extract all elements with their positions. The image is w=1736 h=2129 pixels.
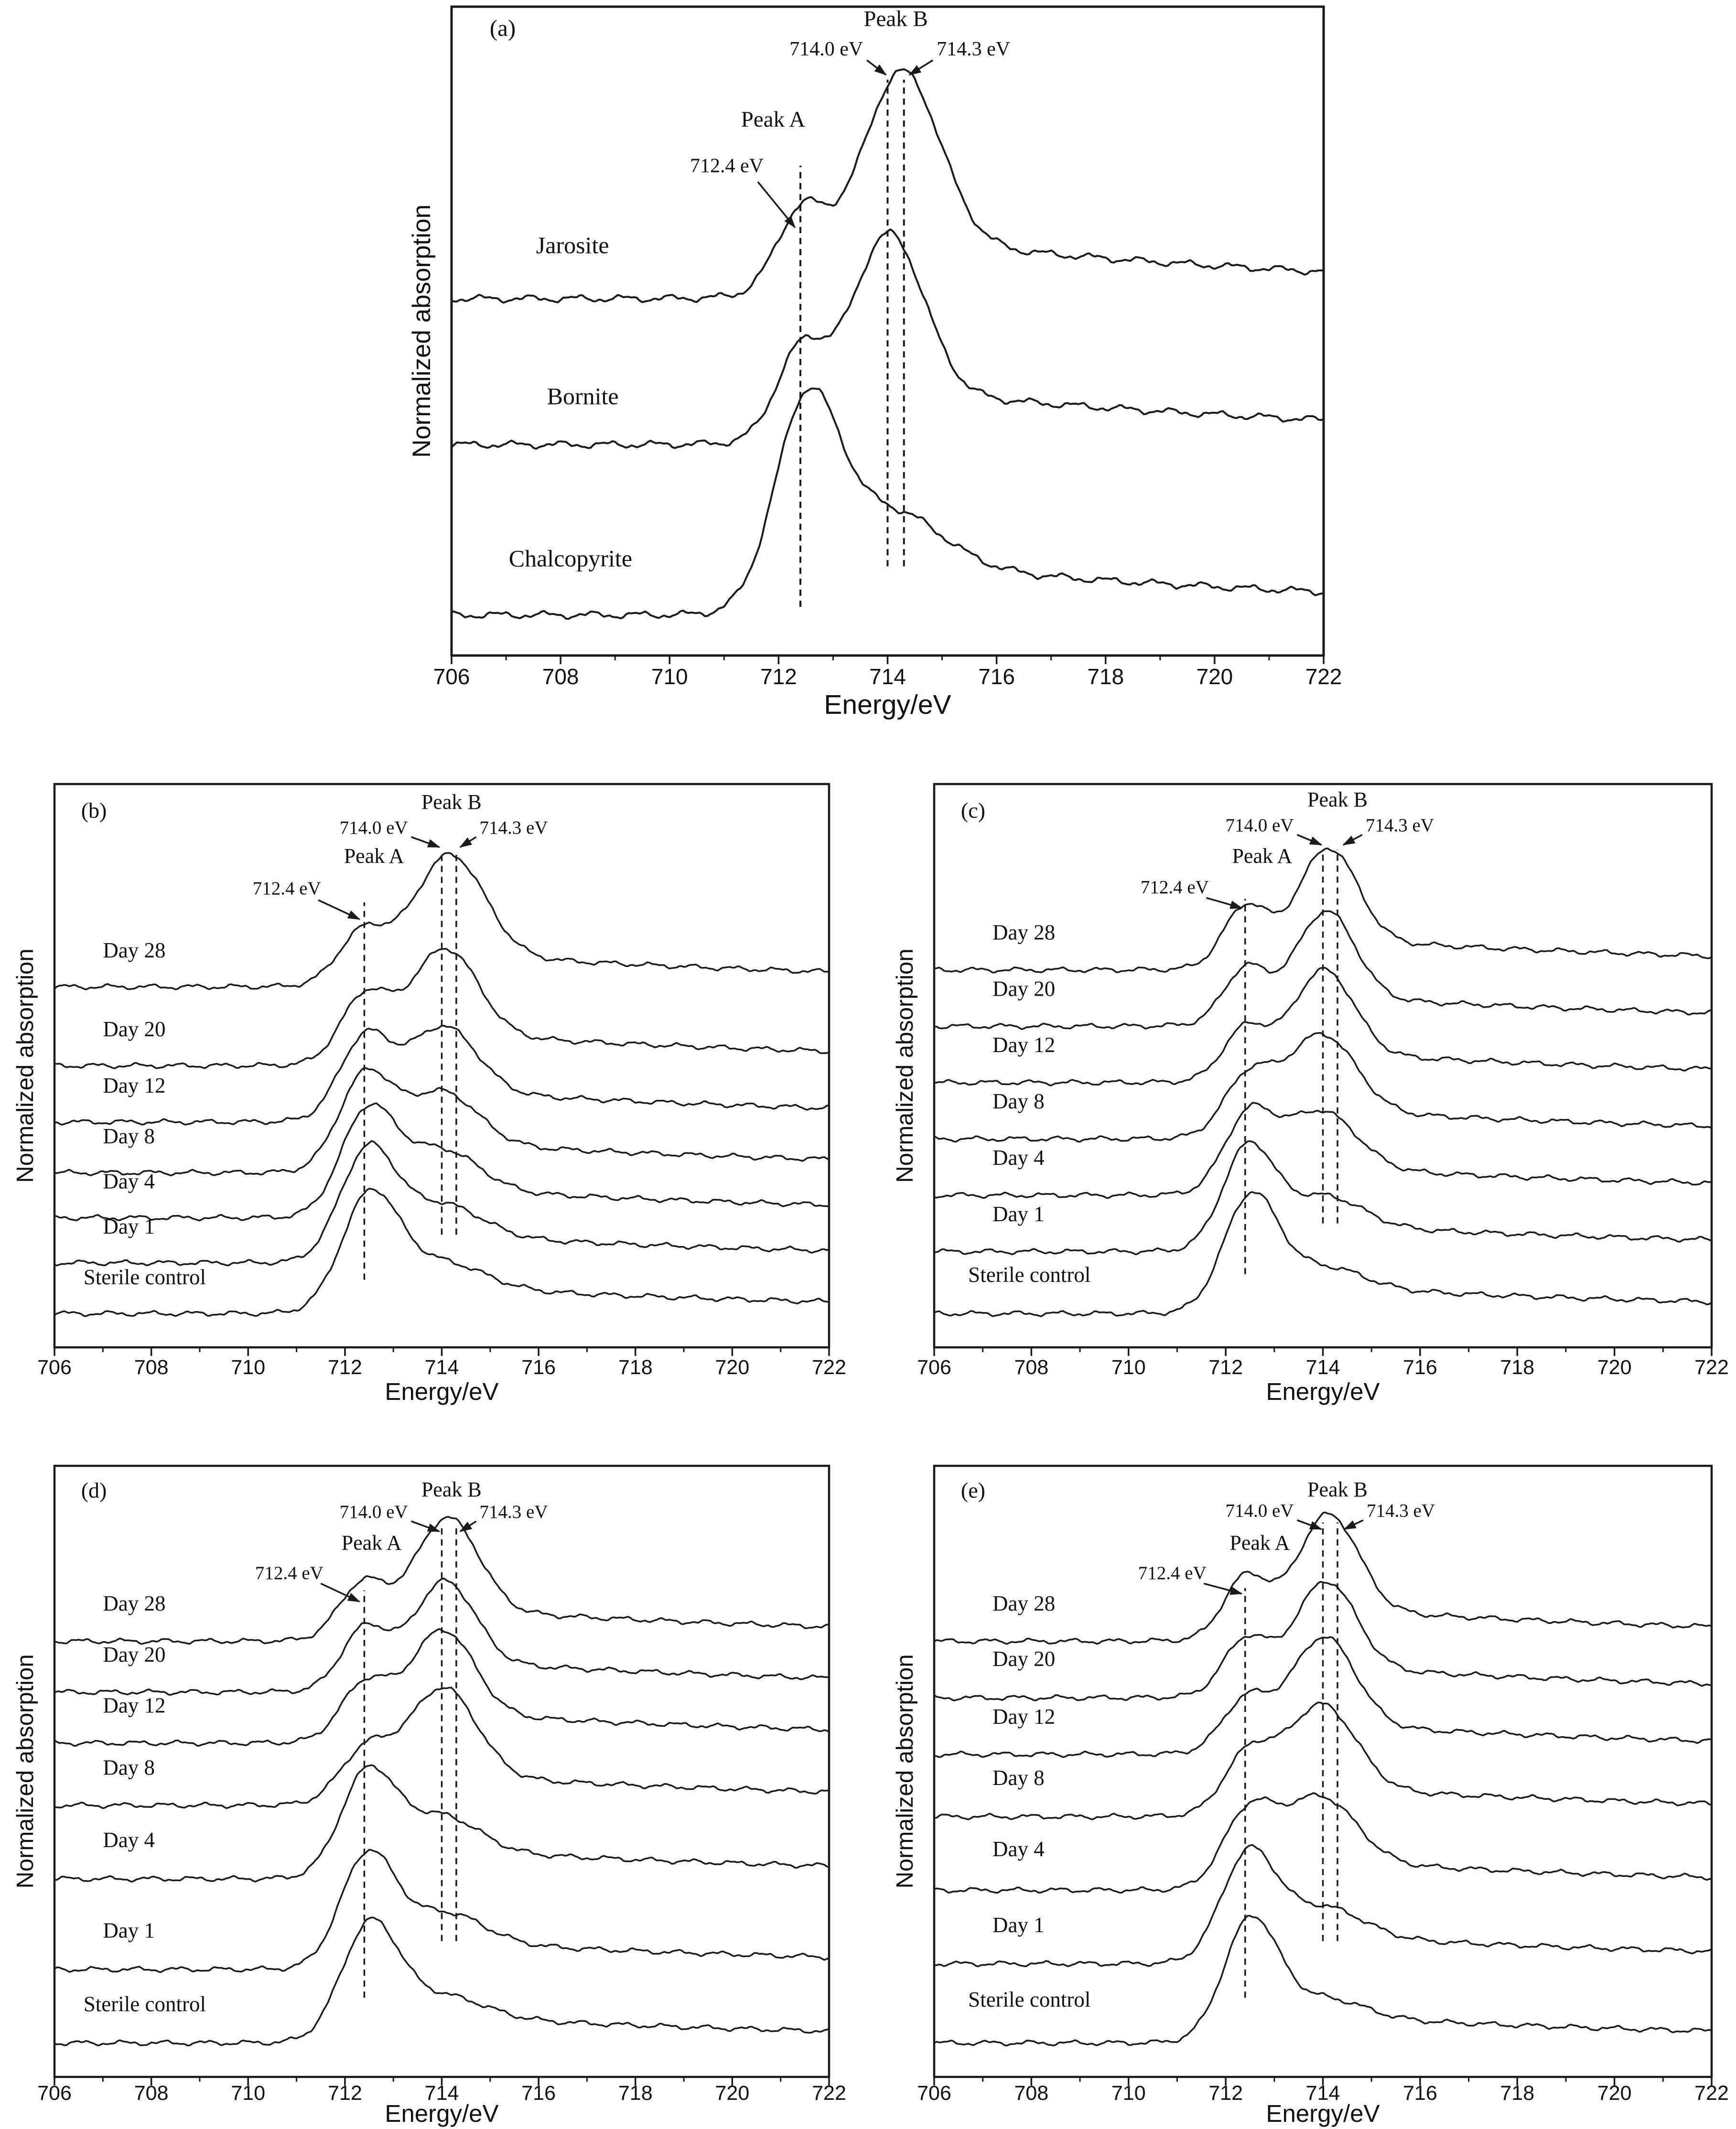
annotation-peak-a: Peak A bbox=[741, 107, 806, 132]
x-tick-label-718: 718 bbox=[1500, 1356, 1535, 1379]
series-label-day-8: Day 8 bbox=[103, 1755, 155, 1780]
x-tick-label-720: 720 bbox=[1597, 1356, 1632, 1379]
x-tick-label-712: 712 bbox=[1208, 2082, 1243, 2105]
series-label-day-8: Day 8 bbox=[992, 1765, 1045, 1790]
x-tick-label-714: 714 bbox=[424, 2082, 459, 2105]
series-label-sterile-control: Sterile control bbox=[968, 1263, 1091, 1287]
y-axis-label: Normalized absorption bbox=[892, 1654, 918, 1889]
x-tick-label-714: 714 bbox=[424, 1356, 459, 1379]
annotation-714.3-ev: 714.3 eV bbox=[937, 38, 1011, 60]
x-axis-label: Energy/eV bbox=[824, 689, 951, 720]
panel-label-a: (a) bbox=[489, 15, 516, 42]
annotation-peak-b: Peak B bbox=[421, 790, 482, 814]
y-axis-label: Normalized absorption bbox=[12, 1654, 38, 1889]
panel-label-c: (c) bbox=[960, 798, 985, 823]
annotation-714.3-ev: 714.3 eV bbox=[479, 817, 548, 838]
series-label-day-12: Day 12 bbox=[992, 1705, 1056, 1729]
annotation-arrow-712.4-ev bbox=[1204, 1583, 1241, 1593]
annotation-peak-a: Peak A bbox=[1232, 844, 1293, 868]
series-label-day-12: Day 12 bbox=[103, 1693, 166, 1718]
series-label-sterile-control: Sterile control bbox=[968, 1988, 1091, 2012]
annotation-arrow-714.0-ev bbox=[1297, 835, 1322, 845]
annotation-arrow-714.3-ev bbox=[1343, 835, 1362, 845]
x-tick-label-712: 712 bbox=[328, 2082, 362, 2105]
x-tick-label-722: 722 bbox=[812, 1356, 846, 1379]
x-tick-label-716: 716 bbox=[521, 1356, 556, 1379]
annotation-peak-b: Peak B bbox=[421, 1477, 482, 1501]
series-label-day-20: Day 20 bbox=[992, 1647, 1056, 1671]
annotation-714.3-ev: 714.3 eV bbox=[1367, 1500, 1435, 1521]
x-tick-label-708: 708 bbox=[1014, 2082, 1049, 2105]
x-tick-label-706: 706 bbox=[37, 1356, 72, 1379]
panel-label-b: (b) bbox=[81, 798, 107, 823]
series-label-day-28: Day 28 bbox=[992, 920, 1056, 945]
x-tick-label-716: 716 bbox=[978, 664, 1015, 689]
annotation-712.4-ev: 712.4 eV bbox=[252, 878, 321, 899]
y-axis-label: Normalized absorption bbox=[892, 948, 918, 1183]
annotation-714.0-ev: 714.0 eV bbox=[339, 817, 408, 838]
annotation-arrow-714.0-ev bbox=[411, 837, 440, 847]
annotation-714.3-ev: 714.3 eV bbox=[479, 1501, 548, 1522]
x-tick-label-710: 710 bbox=[1111, 1356, 1146, 1379]
annotation-arrow-712.4-ev bbox=[321, 1583, 359, 1602]
series-label-day-28: Day 28 bbox=[992, 1591, 1056, 1616]
series-label-day-28: Day 28 bbox=[103, 938, 166, 963]
series-line-day-1 bbox=[54, 1849, 829, 1972]
annotation-712.4-ev: 712.4 eV bbox=[1140, 877, 1209, 898]
x-tick-label-710: 710 bbox=[231, 1356, 266, 1379]
series-label-bornite: Bornite bbox=[547, 382, 619, 409]
series-label-sterile-control: Sterile control bbox=[83, 1265, 206, 1289]
annotation-peak-b: Peak B bbox=[863, 6, 928, 32]
x-tick-label-718: 718 bbox=[1087, 664, 1124, 689]
x-axis-label: Energy/eV bbox=[385, 2100, 499, 2127]
x-tick-label-718: 718 bbox=[1500, 2082, 1535, 2105]
x-tick-label-714: 714 bbox=[869, 664, 906, 689]
annotation-714.0-ev: 714.0 eV bbox=[1225, 815, 1294, 836]
annotation-peak-a: Peak A bbox=[344, 844, 404, 868]
series-label-day-20: Day 20 bbox=[103, 1642, 166, 1667]
annotation-arrow-714.3-ev bbox=[1344, 1520, 1363, 1529]
series-line-day-28 bbox=[54, 1517, 829, 1644]
series-label-jarosite: Jarosite bbox=[536, 232, 609, 259]
series-label-day-12: Day 12 bbox=[992, 1033, 1056, 1057]
panel-label-e: (e) bbox=[960, 1478, 985, 1503]
panel-label-d: (d) bbox=[81, 1478, 107, 1503]
x-axis-label: Energy/eV bbox=[1266, 2100, 1380, 2127]
series-label-day-12: Day 12 bbox=[103, 1074, 166, 1098]
annotation-714.0-ev: 714.0 eV bbox=[1225, 1500, 1294, 1521]
x-tick-label-720: 720 bbox=[1196, 664, 1233, 689]
panel-c-chart bbox=[878, 774, 1736, 1424]
series-label-chalcopyrite: Chalcopyrite bbox=[508, 545, 633, 572]
x-tick-label-722: 722 bbox=[812, 2082, 846, 2105]
x-tick-label-708: 708 bbox=[134, 1356, 169, 1379]
series-label-day-20: Day 20 bbox=[992, 977, 1056, 1001]
annotation-peak-a: Peak A bbox=[341, 1531, 402, 1555]
series-label-day-1: Day 1 bbox=[992, 1202, 1045, 1226]
x-tick-label-716: 716 bbox=[521, 2082, 556, 2105]
series-label-day-4: Day 4 bbox=[103, 1169, 155, 1194]
annotation-peak-b: Peak B bbox=[1307, 788, 1368, 812]
series-label-day-1: Day 1 bbox=[103, 1214, 155, 1238]
series-label-day-4: Day 4 bbox=[992, 1837, 1045, 1861]
annotation-peak-a: Peak A bbox=[1229, 1531, 1290, 1555]
x-tick-label-716: 716 bbox=[1403, 2082, 1437, 2105]
annotation-712.4-ev: 712.4 eV bbox=[255, 1562, 323, 1583]
annotation-arrow-712.4-ev bbox=[318, 900, 359, 919]
series-line-day-1 bbox=[54, 1141, 829, 1266]
panel-e-chart bbox=[878, 1456, 1736, 2129]
series-label-day-4: Day 4 bbox=[103, 1828, 155, 1852]
x-tick-label-712: 712 bbox=[1208, 1356, 1243, 1379]
annotation-714.0-ev: 714.0 eV bbox=[789, 38, 863, 60]
annotation-arrow-714.3-ev bbox=[909, 60, 933, 75]
x-tick-label-720: 720 bbox=[715, 1356, 750, 1379]
x-tick-label-710: 710 bbox=[651, 664, 688, 689]
y-axis-label: Normalized absorption bbox=[408, 204, 436, 458]
annotation-714.3-ev: 714.3 eV bbox=[1365, 815, 1434, 836]
annotation-712.4-ev: 712.4 eV bbox=[690, 155, 764, 177]
x-tick-label-722: 722 bbox=[1305, 664, 1342, 689]
x-tick-label-712: 712 bbox=[328, 1356, 362, 1379]
x-tick-label-720: 720 bbox=[1597, 2082, 1632, 2105]
annotation-arrow-712.4-ev bbox=[758, 182, 795, 227]
x-tick-label-714: 714 bbox=[1305, 2082, 1340, 2105]
series-label-day-1: Day 1 bbox=[103, 1918, 155, 1943]
x-tick-label-720: 720 bbox=[715, 2082, 750, 2105]
annotation-peak-b: Peak B bbox=[1307, 1477, 1368, 1501]
series-label-day-4: Day 4 bbox=[992, 1146, 1045, 1170]
series-label-day-1: Day 1 bbox=[992, 1913, 1045, 1937]
x-tick-label-718: 718 bbox=[618, 1356, 653, 1379]
series-label-day-20: Day 20 bbox=[103, 1017, 166, 1042]
panel-d-chart bbox=[0, 1456, 867, 2129]
x-tick-label-712: 712 bbox=[760, 664, 797, 689]
x-tick-label-710: 710 bbox=[1111, 2082, 1146, 2105]
annotation-arrow-712.4-ev bbox=[1206, 898, 1241, 908]
annotation-arrow-714.0-ev bbox=[1297, 1520, 1322, 1529]
panel-b-chart bbox=[0, 774, 867, 1424]
x-tick-label-708: 708 bbox=[134, 2082, 169, 2105]
series-label-day-8: Day 8 bbox=[103, 1124, 155, 1149]
x-tick-label-716: 716 bbox=[1403, 1356, 1437, 1379]
annotation-712.4-ev: 712.4 eV bbox=[1138, 1562, 1207, 1583]
x-tick-label-722: 722 bbox=[1694, 1356, 1729, 1379]
x-axis-label: Energy/eV bbox=[385, 1378, 499, 1405]
y-axis-label: Normalized absorption bbox=[12, 948, 38, 1183]
x-tick-label-718: 718 bbox=[618, 2082, 653, 2105]
annotation-arrow-714.3-ev bbox=[460, 837, 476, 847]
series-label-day-8: Day 8 bbox=[992, 1089, 1045, 1114]
x-tick-label-708: 708 bbox=[542, 664, 579, 689]
x-tick-label-722: 722 bbox=[1694, 2082, 1729, 2105]
series-label-sterile-control: Sterile control bbox=[83, 1992, 206, 2016]
series-line-day-4 bbox=[934, 1103, 1712, 1198]
x-tick-label-708: 708 bbox=[1014, 1356, 1049, 1379]
annotation-714.0-ev: 714.0 eV bbox=[339, 1501, 408, 1522]
x-tick-label-706: 706 bbox=[917, 2082, 951, 2105]
x-axis-label: Energy/eV bbox=[1266, 1378, 1380, 1405]
x-tick-label-706: 706 bbox=[433, 664, 470, 689]
x-tick-label-706: 706 bbox=[37, 2082, 72, 2105]
annotation-arrow-714.0-ev bbox=[867, 60, 886, 75]
series-label-day-28: Day 28 bbox=[103, 1591, 166, 1616]
x-tick-label-706: 706 bbox=[917, 1356, 951, 1379]
panel-a-chart bbox=[397, 0, 1367, 736]
x-tick-label-710: 710 bbox=[231, 2082, 266, 2105]
x-tick-label-714: 714 bbox=[1305, 1356, 1340, 1379]
annotation-arrow-714.0-ev bbox=[411, 1521, 440, 1531]
